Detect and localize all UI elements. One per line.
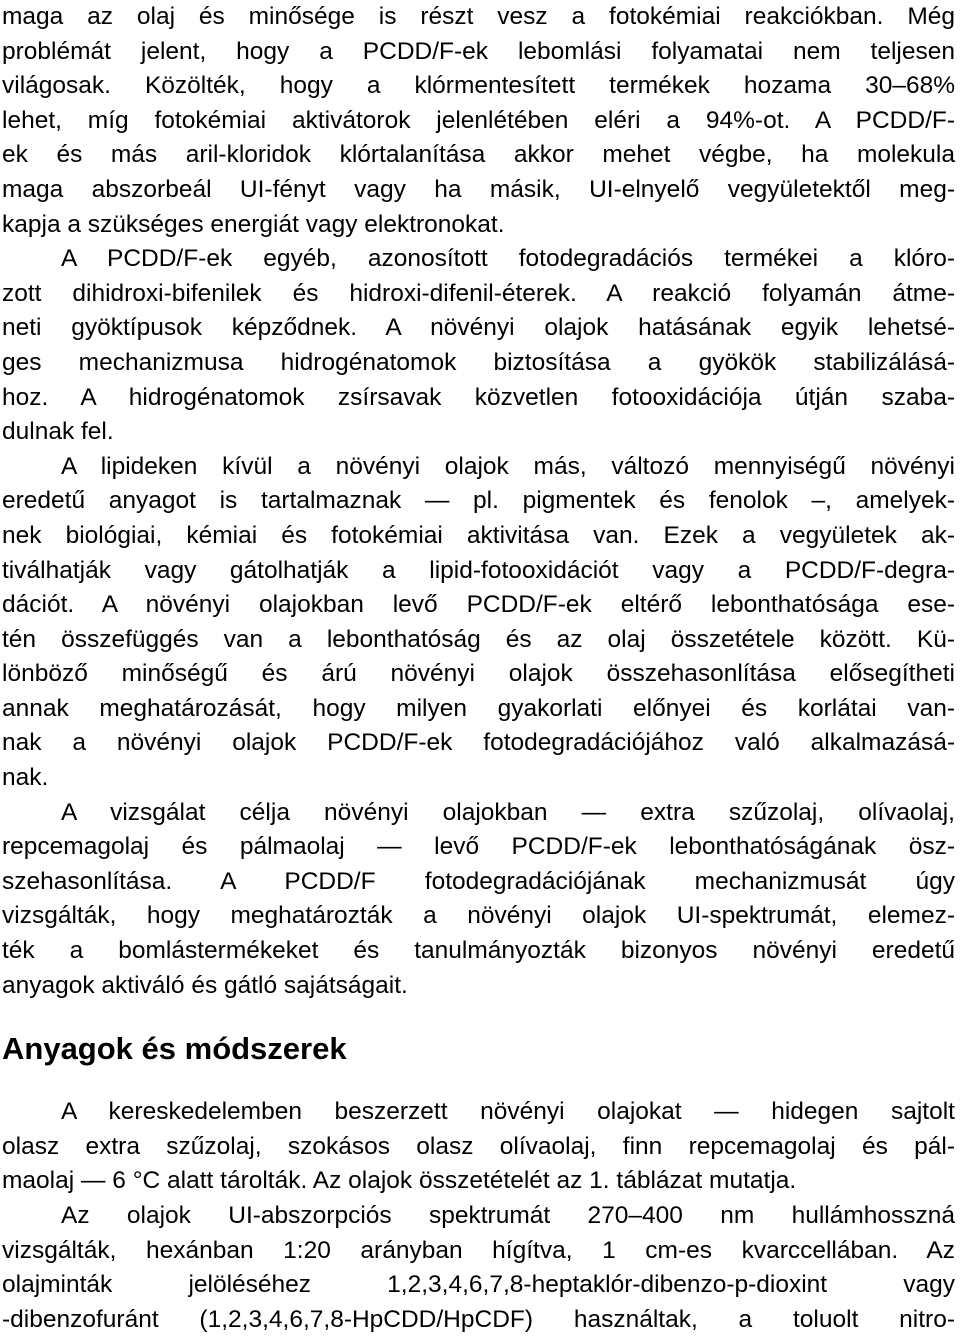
text-line: olasz extra szűzolaj, szokásos olasz olívaolaj, finn repcemagolaj és pál-	[2, 1132, 955, 1160]
text-line: eredetű anyagot is tartalmaznak — pl. pigmentek és fenolok –, amelyek-	[2, 487, 955, 515]
text-line: szehasonlítása. A PCDD/F fotodegradációjának mechanizmusát úgy	[2, 867, 955, 895]
text-line: ek és más aril-kloridok klórtalanítása akkor mehet végbe, ha molekula	[2, 141, 955, 169]
document-page	[2, 0, 955, 1337]
text-line: dulnak fel.	[2, 418, 114, 446]
text-line: világosak. Közölték, hogy a klórmentesített termékek hozama 30–68%	[2, 72, 955, 100]
section-heading: Anyagok és módszerek	[2, 1031, 347, 1067]
text-line: tiválhatják vagy gátolhatják a lipid-fotooxidációt vagy a PCDD/F-degra-	[2, 556, 955, 584]
paragraph-3	[2, 450, 955, 796]
text-line: olajminták jelöléséhez 1,2,3,4,6,7,8-heptaklór-dibenzo-p-dioxint vagy	[2, 1271, 955, 1299]
section-paragraph-1	[2, 1095, 955, 1199]
text-line: tén összefüggés van a lebonthatóság és az olaj összetétele között. Kü-	[2, 625, 955, 653]
text-line: ték a bomlástermékeket és tanulmányozták bizonyos növényi eredetű	[2, 937, 955, 965]
text-line: hoz. A hidrogénatomok zsírsavak közvetlen fotooxidációja útján szaba-	[2, 383, 955, 411]
text-line: repcemagolaj és pálmaolaj — levő PCDD/F-ek lebonthatóságának ösz-	[2, 833, 955, 861]
text-line: Az olajok UI-abszorpciós spektrumát 270–400 nm hullámhosszná	[61, 1202, 955, 1229]
text-line: vizsgálták, hexánban 1:20 arányban hígítva, 1 cm-es kvarccellában. Az	[2, 1236, 955, 1264]
paragraph-1	[2, 0, 955, 242]
text-line: A PCDD/F-ek egyéb, azonosított fotodegradációs termékei a klóro-	[61, 245, 955, 273]
section-paragraph-2	[2, 1199, 955, 1337]
text-line: problémát jelent, hogy a PCDD/F-ek lebomlási folyamatai nem teljesen	[2, 37, 955, 65]
text-line: A lipideken kívül a növényi olajok más, változó mennyiségű növényi	[61, 452, 955, 480]
text-line: anyagok aktiváló és gátló sajátságait.	[2, 971, 408, 999]
text-line: A vizsgálat célja növényi olajokban — extra szűzolaj, olívaolaj,	[61, 798, 955, 826]
text-line: kapja a szükséges energiát vagy elektronokat.	[2, 210, 505, 238]
text-line: annak meghatározását, hogy milyen gyakorlati előnyei és korlátai van-	[2, 694, 955, 722]
text-line: zott dihidroxi-bifenilek és hidroxi-difenil-éterek. A reakció folyamán átme-	[2, 279, 955, 307]
paragraph-2	[2, 242, 955, 450]
text-line: -dibenzofuránt (1,2,3,4,6,7,8-HpCDD/HpCDF) használtak, a toluolt nitro-	[2, 1305, 955, 1333]
text-line: maolaj — 6 °C alatt tárolták. Az olajok összetételét az 1. táblázat mutatja.	[2, 1167, 797, 1195]
text-line: dációt. A növényi olajokban levő PCDD/F-ek eltérő lebonthatósága ese-	[2, 591, 955, 619]
text-line: nek biológiai, kémiai és fotokémiai aktivitása van. Ezek a vegyületek ak-	[2, 521, 955, 549]
text-line: maga az olaj és minősége is részt vesz a fotokémiai reakciókban. Még	[2, 3, 955, 30]
text-line: A kereskedelemben beszerzett növényi olajokat — hidegen sajtolt	[61, 1098, 955, 1126]
paragraph-4	[2, 796, 955, 1004]
text-line: nak a növényi olajok PCDD/F-ek fotodegradációjához való alkalmazásá-	[2, 729, 955, 757]
text-line: vizsgálták, hogy meghatározták a növényi olajok UI-spektrumát, elemez-	[2, 902, 955, 930]
text-line: lönböző minőségű és árú növényi olajok összehasonlítása elősegítheti	[2, 660, 955, 688]
text-line: ges mechanizmusa hidrogénatomok biztosítása a gyökök stabilizálásá-	[2, 348, 955, 376]
text-line: nak.	[2, 764, 49, 792]
text-line: lehet, míg fotokémiai aktivátorok jelenlétében eléri a 94%-ot. A PCDD/F-	[2, 106, 955, 134]
text-line: maga abszorbeál UI-fényt vagy ha másik, UI-elnyelő vegyületektől meg-	[2, 175, 955, 203]
text-line: neti gyöktípusok képződnek. A növényi olajok hatásának egyik lehetsé-	[2, 314, 955, 342]
